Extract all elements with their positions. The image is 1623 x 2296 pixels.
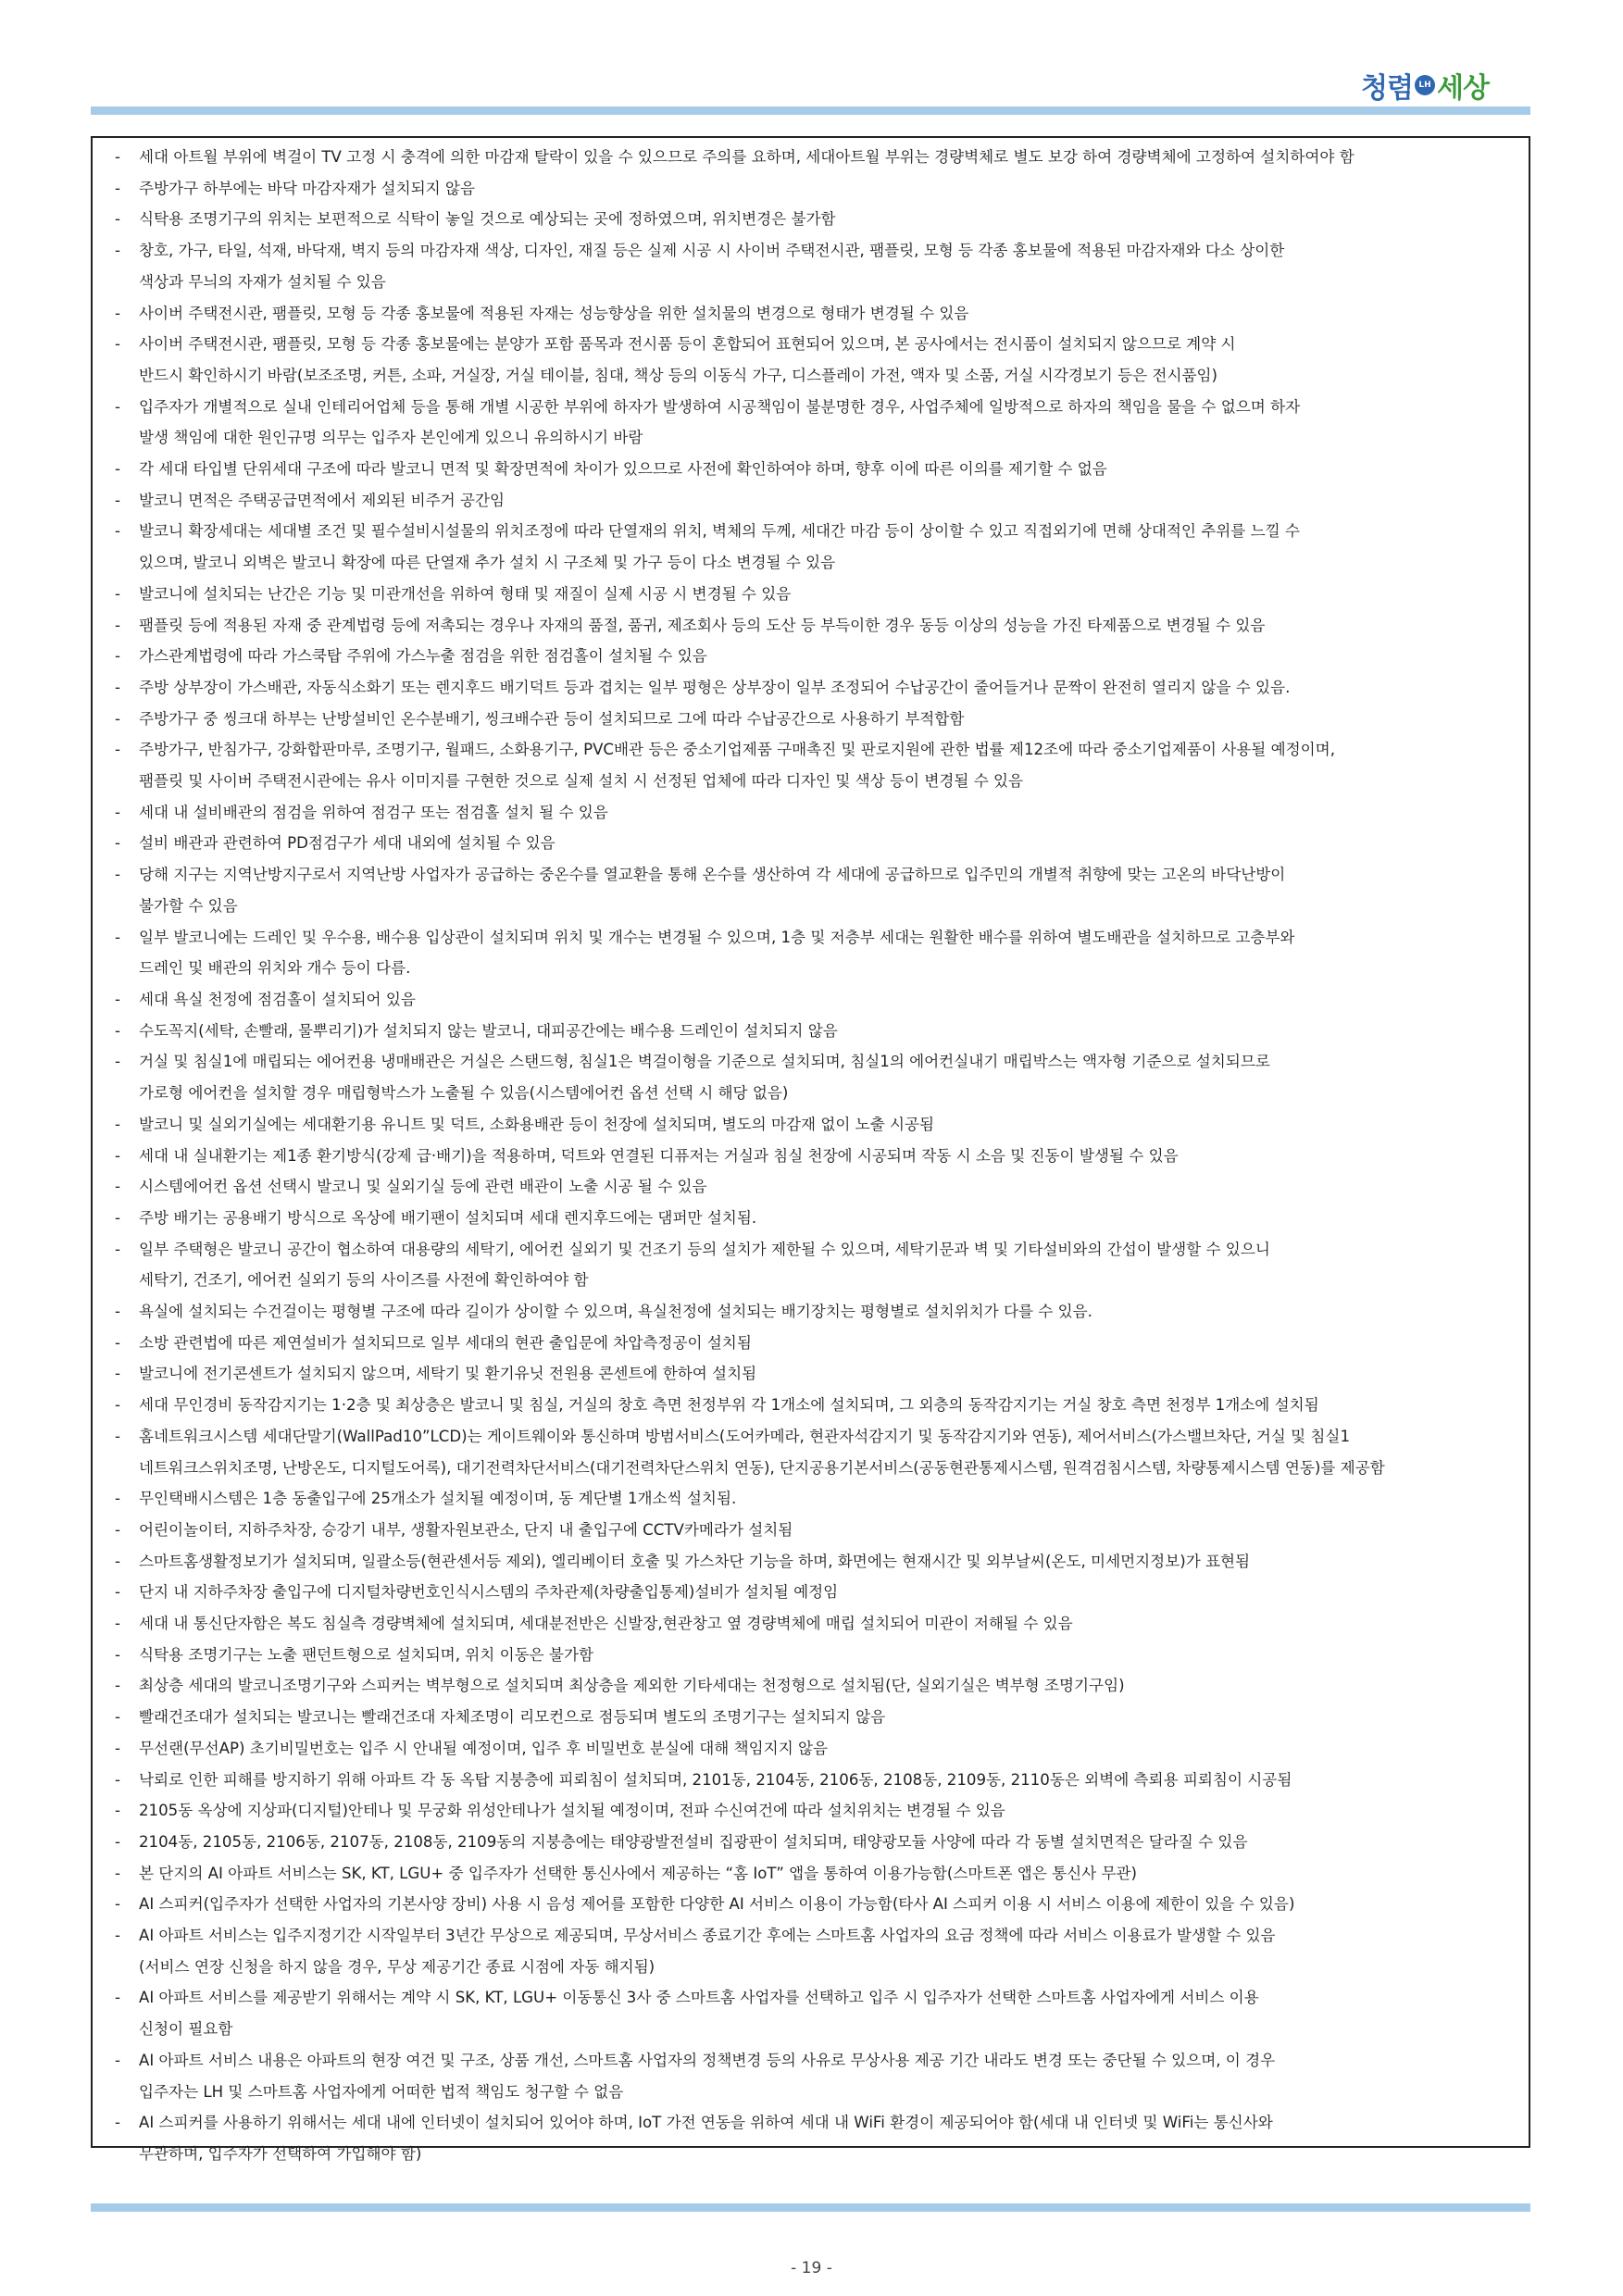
notice-item <box>115 1203 1514 1234</box>
bullet-dash: - <box>115 1146 120 1165</box>
bullet-dash: - <box>115 522 120 541</box>
notice-text: 가스관계법령에 따라 가스쿡탑 주위에 가스누출 점검을 위한 점검홀이 설치될 수 있음 <box>139 647 707 666</box>
bullet-dash: - <box>115 1802 120 1820</box>
notice-text: 무인택배시스템은 1층 동출입구에 25개소가 설치될 예정이며, 동 계단별 1개소씩 설치됨. <box>139 1490 737 1508</box>
notice-item-continuation <box>115 891 1514 922</box>
notice-item <box>115 1296 1514 1328</box>
bullet-dash: - <box>115 1552 120 1570</box>
notice-text: 설비 배관과 관련하여 PD점검구가 세대 내외에 설치될 수 있음 <box>139 834 556 853</box>
notice-text: 발코니에 설치되는 난간은 기능 및 미관개선을 위하여 형태 및 재질이 실제 시공 시 변경될 수 있음 <box>139 584 792 603</box>
notice-item <box>115 1546 1514 1578</box>
notice-text: 사이버 주택전시관, 팸플릿, 모형 등 각종 홍보물에는 분양가 포함 품목과 전시품 등이 혼합되어 표현되어 있으며, 본 공사에서는 전시품이 설치되지 않으므로 계약 시 <box>139 335 1236 354</box>
notice-text: AI 스피커를 사용하기 위해서는 세대 내에 인터넷이 설치되어 있어야 하며, IoT 가전 연동을 위하여 세대 내 WiFi 환경이 제공되어야 함(세대 내 인터넷 및 WiFi는 통신사와 <box>139 2114 1273 2132</box>
bullet-dash: - <box>115 148 120 166</box>
notice-item <box>115 1483 1514 1515</box>
notice-text: 발코니 확장세대는 세대별 조건 및 필수설비시설물의 위치조정에 따라 단열재의 위치, 벽체의 두께, 세대간 마감 등이 상이할 수 있고 직접외기에 면해 상대적인 추위를 느낄 수 <box>139 522 1300 541</box>
notice-text: 팸플릿 및 사이버 주택전시관에는 유사 이미지를 구현한 것으로 실제 설치 시 선정된 업체에 따라 디자인 및 색상 등이 변경될 수 있음 <box>139 772 1024 791</box>
bullet-dash: - <box>115 1615 120 1633</box>
bullet-dash: - <box>115 678 120 696</box>
notice-item <box>115 1765 1514 1796</box>
bullet-dash: - <box>115 1520 120 1539</box>
notice-text: 낙뢰로 인한 피해를 방지하기 위해 아파트 각 동 옥탑 지붕층에 피뢰침이 설치되며, 2101동, 2104동, 2106동, 2108동, 2109동, 2110동은 외벽에 측뢰용 피뢰침이 시공됨 <box>139 1770 1292 1789</box>
notice-text: 세대 내 통신단자함은 복도 침실측 경량벽체에 설치되며, 세대분전반은 신발장,현관창고 옆 경량벽체에 매립 설치되어 미관이 저해될 수 있음 <box>139 1615 1073 1633</box>
notice-item <box>115 1515 1514 1546</box>
bullet-dash: - <box>115 866 120 884</box>
notice-text: 거실 및 침실1에 매립되는 에어컨용 냉매배관은 거실은 스탠드형, 침실1은 벽걸이형을 기준으로 설치되며, 침실1의 에어컨실내기 매립박스는 액자형 기준으로 설치되므로 <box>139 1053 1270 1071</box>
notice-text: 소방 관련법에 따른 제연설비가 설치되므로 일부 세대의 현관 출입문에 차압측정공이 설치됨 <box>139 1333 752 1352</box>
notice-item-continuation <box>115 953 1514 984</box>
notice-text: 수도꼭지(세탁, 손빨래, 물뿌리기)가 설치되지 않는 발코니, 대피공간에는 배수용 드레인이 설치되지 않음 <box>139 1021 838 1040</box>
bullet-dash: - <box>115 460 120 479</box>
notice-item <box>115 641 1514 672</box>
bullet-dash: - <box>115 990 120 1008</box>
lh-emblem-icon: LH <box>1415 75 1435 95</box>
bullet-dash: - <box>115 1303 120 1321</box>
notice-item-continuation <box>115 2139 1514 2170</box>
notice-item <box>115 298 1514 330</box>
notice-text: 2105동 옥상에 지상파(디지털)안테나 및 무궁화 위성안테나가 설치될 예정이며, 전파 수신여건에 따라 설치위치는 변경될 수 있음 <box>139 1802 1005 1820</box>
bullet-dash: - <box>115 1708 120 1727</box>
notice-text: 세대 무인경비 동작감지기는 1·2층 및 최상층은 발코니 및 침실, 거실의 창호 측면 천정부위 각 1개소에 설치되며, 그 외층의 동작감지기는 거실 창호 측면 천정부 1개소에 설치됨 <box>139 1396 1319 1415</box>
notice-text: 일부 주택형은 발코니 공간이 협소하여 대용량의 세탁기, 에어컨 실외기 및 건조기 등의 설치가 제한될 수 있으며, 세탁기문과 벽 및 기타설비와의 간섭이 발생할 수 있으니 <box>139 1240 1270 1258</box>
notice-text: AI 아파트 서비스 내용은 아파트의 현장 여건 및 구조, 상품 개선, 스마트홈 사업자의 정책변경 등의 사유로 무상사용 제공 기간 내라도 변경 또는 중단될 수 있으며, 이 경우 <box>139 2051 1276 2069</box>
notice-item <box>115 1046 1514 1078</box>
notice-text: 가로형 에어컨을 설치할 경우 매립형박스가 노출될 수 있음(시스템에어컨 옵션 선택 시 해당 없음) <box>139 1084 789 1103</box>
notice-item <box>115 1234 1514 1266</box>
notice-item <box>115 1670 1514 1702</box>
notice-text: 불가할 수 있음 <box>139 896 238 915</box>
bullet-dash: - <box>115 1677 120 1695</box>
bullet-dash: - <box>115 741 120 759</box>
notice-item <box>115 1827 1514 1858</box>
notice-text: AI 스피커(입주자가 선택한 사업자의 기본사양 장비) 사용 시 음성 제어를 포함한 다양한 AI 서비스 이용이 가능함(타사 AI 스피커 이용 시 서비스 이용에 제한이 있을 수 있음) <box>139 1895 1295 1914</box>
notice-item <box>115 1640 1514 1671</box>
notice-item <box>115 173 1514 205</box>
notice-text: 무관하며, 입주자가 선택하여 가입해야 함) <box>139 2145 422 2163</box>
bullet-dash: - <box>115 647 120 666</box>
notice-item <box>115 204 1514 235</box>
notice-text: 당해 지구는 지역난방지구로서 지역난방 사업자가 공급하는 중온수를 열교환을 통해 온수를 생산하여 각 세대에 공급하므로 입주민의 개별적 취향에 맞는 고온의 바닥난방이 <box>139 866 1286 884</box>
notice-list <box>115 142 1514 2170</box>
notice-text: 단지 내 지하주차장 출입구에 디지털차량번호인식시스템의 주차관제(차량출입통제)설비가 설치될 예정임 <box>139 1583 839 1602</box>
bullet-dash: - <box>115 803 120 821</box>
bullet-dash: - <box>115 1333 120 1352</box>
page-number: - 19 - <box>791 2259 832 2277</box>
bullet-dash: - <box>115 304 120 322</box>
notice-text: 입주자는 LH 및 스마트홈 사업자에게 어떠한 법적 책임도 청구할 수 없음 <box>139 2082 624 2101</box>
notice-item <box>115 579 1514 610</box>
notice-item <box>115 704 1514 735</box>
notice-text: 각 세대 타입별 단위세대 구조에 따라 발코니 면적 및 확장면적에 차이가 있으므로 사전에 확인하여야 하며, 향후 이에 따른 이의를 제기할 수 없음 <box>139 460 1107 479</box>
notice-item <box>115 1390 1514 1421</box>
bullet-dash: - <box>115 491 120 509</box>
notice-item-continuation <box>115 547 1514 579</box>
notice-text: 네트워크스위치조명, 난방온도, 디지털도어록), 대기전력차단서비스(대기전력차단스위치 연동), 단지공용기본서비스(공동현관통제시스템, 원격검침시스템, 차량통제시스템 연동)를 제공함 <box>139 1458 1385 1477</box>
notice-item <box>115 142 1514 173</box>
notice-text: 발코니 면적은 주택공급면적에서 제외된 비주거 공간임 <box>139 491 506 509</box>
notice-text: 사이버 주택전시관, 팸플릿, 모형 등 각종 홍보물에 적용된 자재는 성능향상을 위한 설치물의 변경으로 형태가 변경될 수 있음 <box>139 304 969 322</box>
notice-item-continuation <box>115 2077 1514 2108</box>
notice-item <box>115 2107 1514 2139</box>
notice-item <box>115 1858 1514 1890</box>
notice-item <box>115 392 1514 423</box>
notice-item-continuation <box>115 1265 1514 1296</box>
cheongryeom-logo <box>1361 65 1489 106</box>
notice-text: 어린이놀이터, 지하주차장, 승강기 내부, 생활자원보관소, 단지 내 출입구에 CCTV카메라가 설치됨 <box>139 1520 793 1539</box>
notice-text: 발생 책임에 대한 원인규명 의무는 입주자 본인에게 있으니 유의하시기 바람 <box>139 429 643 447</box>
logo-text-part1: 청렴 <box>1361 72 1413 105</box>
notice-item-continuation <box>115 2014 1514 2045</box>
bullet-dash: - <box>115 1021 120 1040</box>
notice-item <box>115 1328 1514 1359</box>
notice-text: AI 아파트 서비스는 입주지정기간 시작일부터 3년간 무상으로 제공되며, 무상서비스 종료기간 후에는 스마트홈 사업자의 요금 정책에 따라 서비스 이용료가 발생할 수 있음 <box>139 1927 1276 1945</box>
notice-item-continuation <box>115 766 1514 797</box>
notice-text: 세대 내 설비배관의 점검을 위하여 점검구 또는 점검홀 설치 될 수 있음 <box>139 803 608 821</box>
notice-item <box>115 734 1514 766</box>
bullet-dash: - <box>115 1240 120 1258</box>
notice-item <box>115 1889 1514 1920</box>
bullet-dash: - <box>115 928 120 946</box>
bullet-dash: - <box>115 1427 120 1445</box>
notice-text: 무선랜(무선AP) 초기비밀번호는 입주 시 안내될 예정이며, 입주 후 비밀번호 분실에 대해 책임지지 않음 <box>139 1739 829 1757</box>
notice-text: 발코니 및 실외기실에는 세대환기용 유니트 및 덕트, 소화용배관 등이 천장에 설치되며, 별도의 마감재 없이 노출 시공됨 <box>139 1115 935 1133</box>
notice-text: AI 아파트 서비스를 제공받기 위해서는 계약 시 SK, KT, LGU+ 이동통신 3사 중 스마트홈 사업자를 선택하고 입주 시 입주자가 선택한 스마트홈 사업자에게 서비스 이용 <box>139 1989 1259 2007</box>
notice-item <box>115 516 1514 547</box>
footer-rule <box>91 2203 1530 2212</box>
notice-item-continuation <box>115 1078 1514 1109</box>
notice-text: 색상과 무늬의 자재가 설치될 수 있음 <box>139 272 386 291</box>
notice-text: 세대 욕실 천정에 점검홀이 설치되어 있음 <box>139 990 416 1008</box>
notice-text: 있으며, 발코니 외벽은 발코니 확장에 따른 단열재 추가 설치 시 구조체 및 가구 등이 다소 변경될 수 있음 <box>139 554 836 572</box>
notice-item <box>115 329 1514 360</box>
bullet-dash: - <box>115 1927 120 1945</box>
notice-item <box>115 1109 1514 1141</box>
notice-text: 반드시 확인하시기 바람(보조조명, 커튼, 소파, 거실장, 거실 테이블, 침대, 책상 등의 이동식 가구, 디스플레이 가전, 액자 및 소품, 거실 시각경보기 등은 전시품임) <box>139 366 1218 384</box>
notice-item <box>115 1358 1514 1390</box>
bullet-dash: - <box>115 709 120 728</box>
notice-text: 세대 내 실내환기는 제1종 환기방식(강제 급·배기)을 적용하며, 덕트와 연결된 디퓨저는 거실과 침실 천장에 시공되며 작동 시 소음 및 진동이 발생될 수 있음 <box>139 1146 1179 1165</box>
notice-text: 빨래건조대가 설치되는 발코니는 빨래건조대 자체조명이 리모컨으로 점등되며 별도의 조명기구는 설치되지 않음 <box>139 1708 886 1727</box>
notice-text: 드레인 및 배관의 위치와 개수 등이 다름. <box>139 959 411 978</box>
notice-text: 식탁용 조명기구는 노출 팬던트형으로 설치되며, 위치 이동은 불가함 <box>139 1645 594 1664</box>
bullet-dash: - <box>115 2051 120 2069</box>
logo-text-part2: 세상 <box>1436 72 1489 105</box>
bullet-dash: - <box>115 1770 120 1789</box>
notice-item <box>115 984 1514 1016</box>
notice-text: 스마트홈생활정보기가 설치되며, 일괄소등(현관센서등 제외), 엘리베이터 호출 및 가스차단 기능을 하며, 화면에는 현재시간 및 외부날씨(온도, 미세먼지정보)가 표현됨 <box>139 1552 1251 1570</box>
notice-text: 2104동, 2105동, 2106동, 2107동, 2108동, 2109동의 지붕층에는 태양광발전설비 집광판이 설치되며, 태양광모듈 사양에 따라 각 동별 설치면적은 달라질 수 있음 <box>139 1832 1248 1851</box>
bullet-dash: - <box>115 1053 120 1071</box>
bullet-dash: - <box>115 616 120 634</box>
bullet-dash: - <box>115 242 120 260</box>
bullet-dash: - <box>115 584 120 603</box>
notice-text: 발코니에 전기콘센트가 설치되지 않으며, 세탁기 및 환기유닛 전원용 콘센트에 한하여 설치됨 <box>139 1365 757 1383</box>
notice-text: 주방 배기는 공용배기 방식으로 옥상에 배기팬이 설치되며 세대 렌지후드에는 댐퍼만 설치됨. <box>139 1208 757 1227</box>
notice-text: (서비스 연장 신청을 하지 않을 경우, 무상 제공기간 종료 시점에 자동 해지됨) <box>139 1957 655 1976</box>
bullet-dash: - <box>115 1490 120 1508</box>
notice-text: 창호, 가구, 타일, 석재, 바닥재, 벽지 등의 마감자재 색상, 디자인, 재질 등은 실제 시공 시 사이버 주택전시관, 팸플릿, 모형 등 각종 홍보물에 적용된 마감자재와 다소 상이한 <box>139 242 1285 260</box>
notice-item <box>115 235 1514 267</box>
notice-item <box>115 1982 1514 2014</box>
notice-item <box>115 1733 1514 1765</box>
notice-item <box>115 1608 1514 1640</box>
notice-item <box>115 1421 1514 1453</box>
notice-text: 일부 발코니에는 드레인 및 우수용, 배수용 입상관이 설치되며 위치 및 개수는 변경될 수 있으며, 1층 및 저층부 세대는 원활한 배수를 위하여 별도배관을 설치하므로 고층부와 <box>139 928 1295 946</box>
bullet-dash: - <box>115 335 120 354</box>
notice-item <box>115 485 1514 517</box>
bullet-dash: - <box>115 397 120 416</box>
notice-text: 주방가구, 반침가구, 강화합판마루, 조명기구, 월패드, 소화용기구, PVC배관 등은 중소기업제품 구매촉진 및 판로지원에 관한 법률 제12조에 따라 중소기업제품이 사용될 예정이며, <box>139 741 1335 759</box>
bullet-dash: - <box>115 1583 120 1602</box>
bullet-dash: - <box>115 834 120 853</box>
bullet-dash: - <box>115 210 120 229</box>
notice-item <box>115 797 1514 829</box>
bullet-dash: - <box>115 1645 120 1664</box>
notice-text: 신청이 필요함 <box>139 2020 233 2039</box>
notice-text: 시스템에어컨 옵션 선택시 발코니 및 실외기실 등에 관련 배관이 노출 시공 될 수 있음 <box>139 1178 707 1196</box>
notice-item <box>115 672 1514 704</box>
notice-item-continuation <box>115 1453 1514 1484</box>
notice-item <box>115 2045 1514 2077</box>
notice-item <box>115 922 1514 954</box>
notice-text: 세탁기, 건조기, 에어컨 실외기 등의 사이즈를 사전에 확인하여야 함 <box>139 1271 589 1290</box>
notice-text: 홈네트워크시스템 세대단말기(WallPad10”LCD)는 게이트웨이와 통신하며 방범서비스(도어카메라, 현관자석감지기 및 동작감지기와 연동), 제어서비스(가스밸브차단, 거실 및 침실1 <box>139 1427 1351 1445</box>
notice-item <box>115 610 1514 642</box>
bullet-dash: - <box>115 1208 120 1227</box>
notice-item <box>115 1577 1514 1608</box>
notice-item-continuation <box>115 1952 1514 1983</box>
notice-text: 주방가구 중 씽크대 하부는 난방설비인 온수분배기, 씽크배수관 등이 설치되므로 그에 따라 수납공간으로 사용하기 부적합함 <box>139 709 965 728</box>
notice-text: 본 단지의 AI 아파트 서비스는 SK, KT, LGU+ 중 입주자가 선택한 통신사에서 제공하는 “홈 IoT” 앱을 통하여 이용가능함(스마트폰 앱은 통신사 무관) <box>139 1864 1138 1882</box>
notice-text: 팸플릿 등에 적용된 자재 중 관계법령 등에 저촉되는 경우나 자재의 품절, 품귀, 제조회사 등의 도산 등 부득이한 경우 동등 이상의 성능을 가진 타제품으로 변경될 수 있음 <box>139 616 1266 634</box>
notice-text: 최상층 세대의 발코니조명기구와 스피커는 벽부형으로 설치되며 최상층을 제외한 기타세대는 천정형으로 설치됨(단, 실외기실은 벽부형 조명기구임) <box>139 1677 1125 1695</box>
notice-text: 욕실에 설치되는 수건걸이는 평형별 구조에 따라 길이가 상이할 수 있으며, 욕실천정에 설치되는 배기장치는 평형별로 설치위치가 다를 수 있음. <box>139 1303 1092 1321</box>
bullet-dash: - <box>115 1396 120 1415</box>
bullet-dash: - <box>115 1832 120 1851</box>
notice-item-continuation <box>115 267 1514 298</box>
bullet-dash: - <box>115 1739 120 1757</box>
bullet-dash: - <box>115 1365 120 1383</box>
header-rule <box>91 106 1530 115</box>
notice-item <box>115 1702 1514 1733</box>
notice-item <box>115 1141 1514 1172</box>
notice-text: 세대 아트월 부위에 벽걸이 TV 고정 시 충격에 의한 마감재 탈락이 있을 수 있으므로 주의를 요하며, 세대아트월 부위는 경량벽체로 별도 보강 하여 경량벽체에 고정하여 설치하여야 함 <box>139 148 1355 166</box>
notice-item-continuation <box>115 422 1514 454</box>
bullet-dash: - <box>115 1115 120 1133</box>
notice-text: 주방 상부장이 가스배관, 자동식소화기 또는 렌지후드 배기덕트 등과 겹치는 일부 평형은 상부장이 일부 조정되어 수납공간이 줄어들거나 문짝이 완전히 열리지 않을 수 있음. <box>139 678 1291 696</box>
bullet-dash: - <box>115 1864 120 1882</box>
notice-box <box>91 136 1530 2163</box>
notice-item <box>115 828 1514 859</box>
notice-item <box>115 1016 1514 1047</box>
notice-item <box>115 1171 1514 1203</box>
notice-item <box>115 859 1514 891</box>
bullet-dash: - <box>115 2114 120 2132</box>
bullet-dash: - <box>115 1989 120 2007</box>
notice-text: 주방가구 하부에는 바닥 마감자재가 설치되지 않음 <box>139 179 475 197</box>
notice-item <box>115 1795 1514 1827</box>
notice-text: 입주자가 개별적으로 실내 인테리어업체 등을 통해 개별 시공한 부위에 하자가 발생하여 시공책임이 불분명한 경우, 사업주체에 일방적으로 하자의 책임을 물을 수 없으며 하자 <box>139 397 1301 416</box>
bullet-dash: - <box>115 179 120 197</box>
bullet-dash: - <box>115 1178 120 1196</box>
notice-item <box>115 454 1514 485</box>
bullet-dash: - <box>115 1895 120 1914</box>
notice-item <box>115 1920 1514 1952</box>
notice-text: 식탁용 조명기구의 위치는 보편적으로 식탁이 놓일 것으로 예상되는 곳에 정하였으며, 위치변경은 불가함 <box>139 210 836 229</box>
notice-item-continuation <box>115 360 1514 392</box>
